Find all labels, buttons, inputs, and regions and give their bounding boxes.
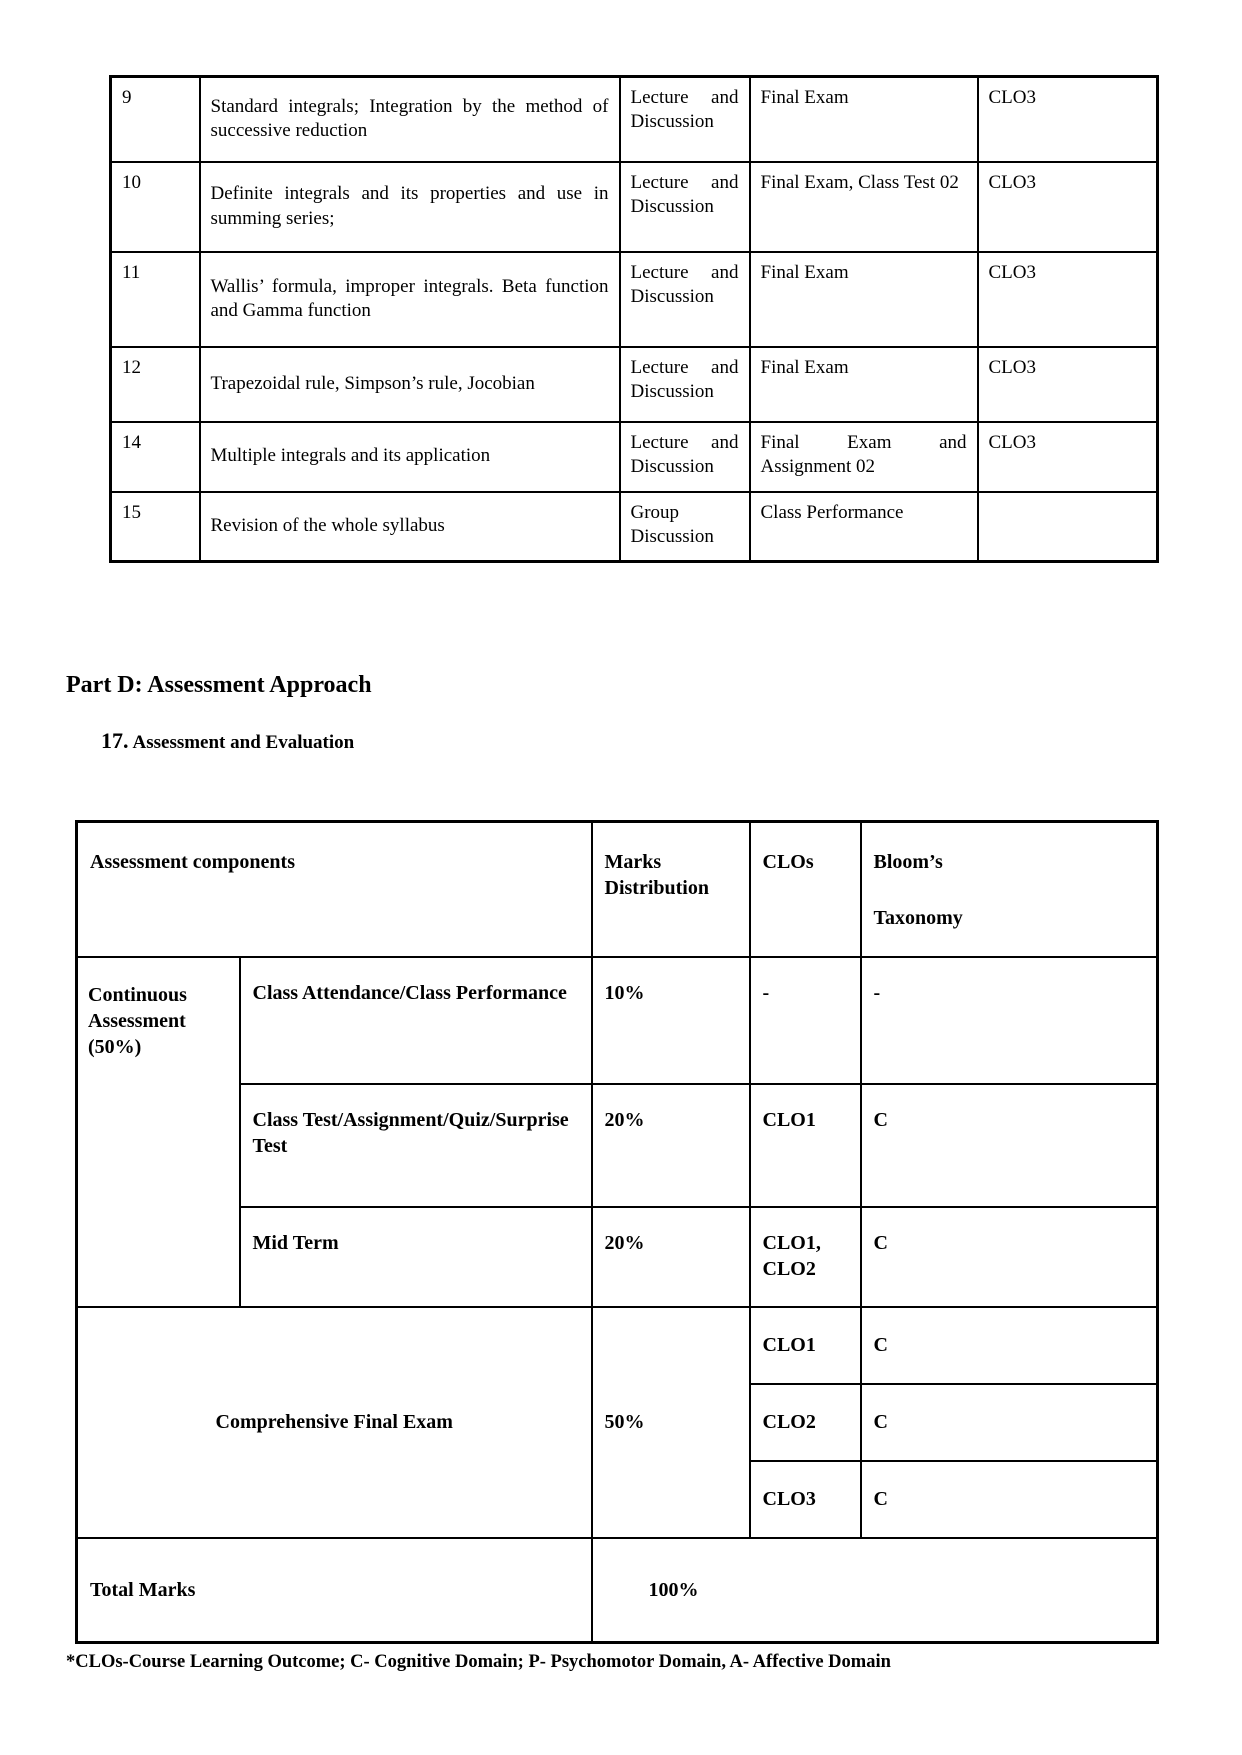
bloom-value: C xyxy=(861,1307,1158,1384)
clos-value: CLO1, CLO2 xyxy=(750,1207,861,1307)
component-label: Class Attendance/Class Performance xyxy=(240,957,592,1084)
table-row xyxy=(77,957,1158,1084)
header-marks-distribution: Marks Distribution xyxy=(592,822,750,957)
clos-footnote: *CLOs-Course Learning Outcome; C- Cognitive Domain; P- Psychomotor Domain, A- Affective Domain xyxy=(66,1652,891,1672)
clo-ref: CLO3 xyxy=(978,422,1158,492)
clos-value: CLO3 xyxy=(750,1461,861,1538)
lesson-topic: Multiple integrals and its application xyxy=(200,422,620,492)
total-marks-label: Total Marks xyxy=(77,1538,592,1643)
lesson-topic: Definite integrals and its properties and use in summing series; xyxy=(200,162,620,252)
assessment-type: Class Performance xyxy=(750,492,978,562)
lesson-schedule-table xyxy=(109,75,1159,563)
assessment-type: Final Exam xyxy=(750,347,978,422)
lesson-number: 10 xyxy=(111,162,200,252)
bloom-value: C xyxy=(861,1207,1158,1307)
lesson-number: 9 xyxy=(111,77,200,162)
section-heading-part-d: Part D: Assessment Approach xyxy=(66,672,372,698)
marks-value: 20% xyxy=(592,1207,750,1307)
assessment-type: Final Exam, Class Test 02 xyxy=(750,162,978,252)
final-exam-marks: 50% xyxy=(592,1307,750,1538)
table-row xyxy=(77,1538,1158,1643)
lesson-topic: Wallis’ formula, improper integrals. Beta function and Gamma function xyxy=(200,252,620,347)
clo-ref: CLO3 xyxy=(978,347,1158,422)
table-row xyxy=(111,252,1158,347)
blooms-line2: Taxonomy xyxy=(873,907,963,929)
teaching-method: Lecture and Discussion xyxy=(620,162,750,252)
lesson-topic: Revision of the whole syllabus xyxy=(200,492,620,562)
section-heading-17 xyxy=(101,728,354,754)
table-row xyxy=(111,77,1158,162)
table-row xyxy=(111,492,1158,562)
table-row xyxy=(77,1307,1158,1384)
clos-value: CLO1 xyxy=(750,1084,861,1207)
teaching-method: Lecture and Discussion xyxy=(620,422,750,492)
table-header-row xyxy=(77,822,1158,957)
section-number: 17. xyxy=(101,728,129,753)
table-row xyxy=(111,422,1158,492)
clos-value: - xyxy=(750,957,861,1084)
lesson-number: 14 xyxy=(111,422,200,492)
final-exam-label: Comprehensive Final Exam xyxy=(77,1307,592,1538)
lesson-number: 12 xyxy=(111,347,200,422)
teaching-method: Lecture and Discussion xyxy=(620,252,750,347)
lesson-topic: Trapezoidal rule, Simpson’s rule, Jocobian xyxy=(200,347,620,422)
table-row xyxy=(77,1084,1158,1207)
clos-value: CLO1 xyxy=(750,1307,861,1384)
total-marks-value: 100% xyxy=(592,1538,1158,1643)
clo-ref: CLO3 xyxy=(978,77,1158,162)
clos-value: CLO2 xyxy=(750,1384,861,1461)
teaching-method: Group Discussion xyxy=(620,492,750,562)
continuous-assessment-group: Continuous Assessment (50%) xyxy=(77,957,240,1307)
teaching-method: Lecture and Discussion xyxy=(620,77,750,162)
table-row xyxy=(111,347,1158,422)
bloom-value: C xyxy=(861,1084,1158,1207)
bloom-value: C xyxy=(861,1384,1158,1461)
assessment-type: Final Exam and Assignment 02 xyxy=(750,422,978,492)
lesson-topic: Standard integrals; Integration by the method of successive reduction xyxy=(200,77,620,162)
marks-value: 10% xyxy=(592,957,750,1084)
assessment-type: Final Exam xyxy=(750,252,978,347)
teaching-method: Lecture and Discussion xyxy=(620,347,750,422)
header-assessment-components: Assessment components xyxy=(77,822,592,957)
bloom-value: - xyxy=(861,957,1158,1084)
clo-ref: CLO3 xyxy=(978,162,1158,252)
lesson-number: 15 xyxy=(111,492,200,562)
header-blooms-taxonomy xyxy=(861,822,1158,957)
assessment-evaluation-table xyxy=(75,820,1159,1644)
header-clos: CLOs xyxy=(750,822,861,957)
clo-ref: CLO3 xyxy=(978,252,1158,347)
section-title: Assessment and Evaluation xyxy=(132,732,355,753)
table-row xyxy=(77,1207,1158,1307)
table-row xyxy=(111,162,1158,252)
component-label: Class Test/Assignment/Quiz/Surprise Test xyxy=(240,1084,592,1207)
lesson-number: 11 xyxy=(111,252,200,347)
bloom-value: C xyxy=(861,1461,1158,1538)
component-label: Mid Term xyxy=(240,1207,592,1307)
assessment-type: Final Exam xyxy=(750,77,978,162)
clo-ref xyxy=(978,492,1158,562)
blooms-line1: Bloom’s xyxy=(873,851,943,873)
marks-value: 20% xyxy=(592,1084,750,1207)
